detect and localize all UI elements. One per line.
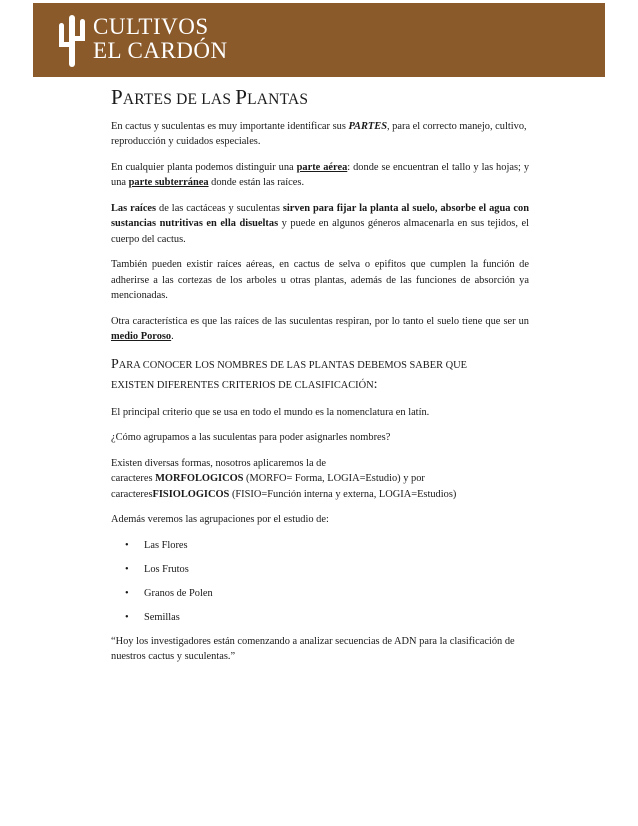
paragraph-7: ¿Cómo agrupamos a las suculentas para poder asignarles nombres?: [111, 432, 391, 443]
bullet-icon: •: [125, 587, 129, 599]
bullet-icon: •: [125, 563, 129, 575]
paragraph-3: Las raíces de las cactáceas y suculentas sirven para fijar la planta al suelo, absorbe el agua con sustancias nutritivas en ella disueltas y puede en algunos géneros almacenarla en sus tejidos, el cuerpo del cactus.: [111, 202, 529, 245]
criteria-list: [111, 538, 529, 625]
list-item: • Las Flores: [111, 538, 529, 553]
bullet-icon: •: [125, 611, 129, 623]
quote-paragraph: “Hoy los investigadores están comenzando a analizar secuencias de ADN para la clasificación de nuestros cactus y suculentas.”: [111, 635, 515, 662]
document-body: [111, 84, 529, 675]
brand-name: [93, 15, 228, 63]
brand-line-1: CULTIVOS: [93, 14, 209, 39]
paragraph-1: En cactus y suculentas es muy importante identificar sus PARTES, para el correcto manejo, cultivo, reproducción y cuidados especiales.: [111, 120, 527, 147]
paragraph-6: El principal criterio que se usa en todo el mundo es la nomenclatura en latín.: [111, 406, 430, 418]
brand-line-2: EL CARDÓN: [93, 38, 228, 63]
paragraph-5: Otra característica es que las raíces de las suculentas respiran, por lo tanto el suelo tiene que ser un medio Poroso.: [111, 315, 529, 342]
page-title: PARTES DE LAS PLANTAS: [111, 85, 309, 109]
list-item: • Semillas: [111, 610, 529, 625]
paragraph-4: También pueden existir raíces aéreas, en cactus de selva o epifitos que cumplen la función de adherirse a las cortezas de los arboles u otras plantas, además de las funciones de absorción ya mencionadas.: [111, 259, 529, 301]
list-item: • Granos de Polen: [111, 586, 529, 601]
paragraph-9: Además veremos las agrupaciones por el estudio de:: [111, 514, 329, 525]
bullet-icon: •: [125, 539, 129, 551]
paragraph-8: Existen diversas formas, nosotros aplicaremos la de caracteres MORFOLOGICOS (MORFO= Forma, LOGIA=Estudio) y por caracteresFISIOLOGICOS (FISIO=Función interna y externa, LOGIA=Estudios): [111, 457, 457, 500]
cactus-icon: [55, 13, 89, 67]
paragraph-2: En cualquier planta podemos distinguir una parte aérea: donde se encuentran el tallo y las hojas; y una parte subterránea donde están las raíces.: [111, 161, 530, 188]
header-banner: [33, 3, 605, 77]
section-heading: PARA CONOCER LOS NOMBRES DE LAS PLANTAS DEBEMOS SABER QUE EXISTEN DIFERENTES CRITERIOS DE CLASIFICACIÓN:: [111, 356, 467, 392]
list-item: • Los Frutos: [111, 562, 529, 577]
